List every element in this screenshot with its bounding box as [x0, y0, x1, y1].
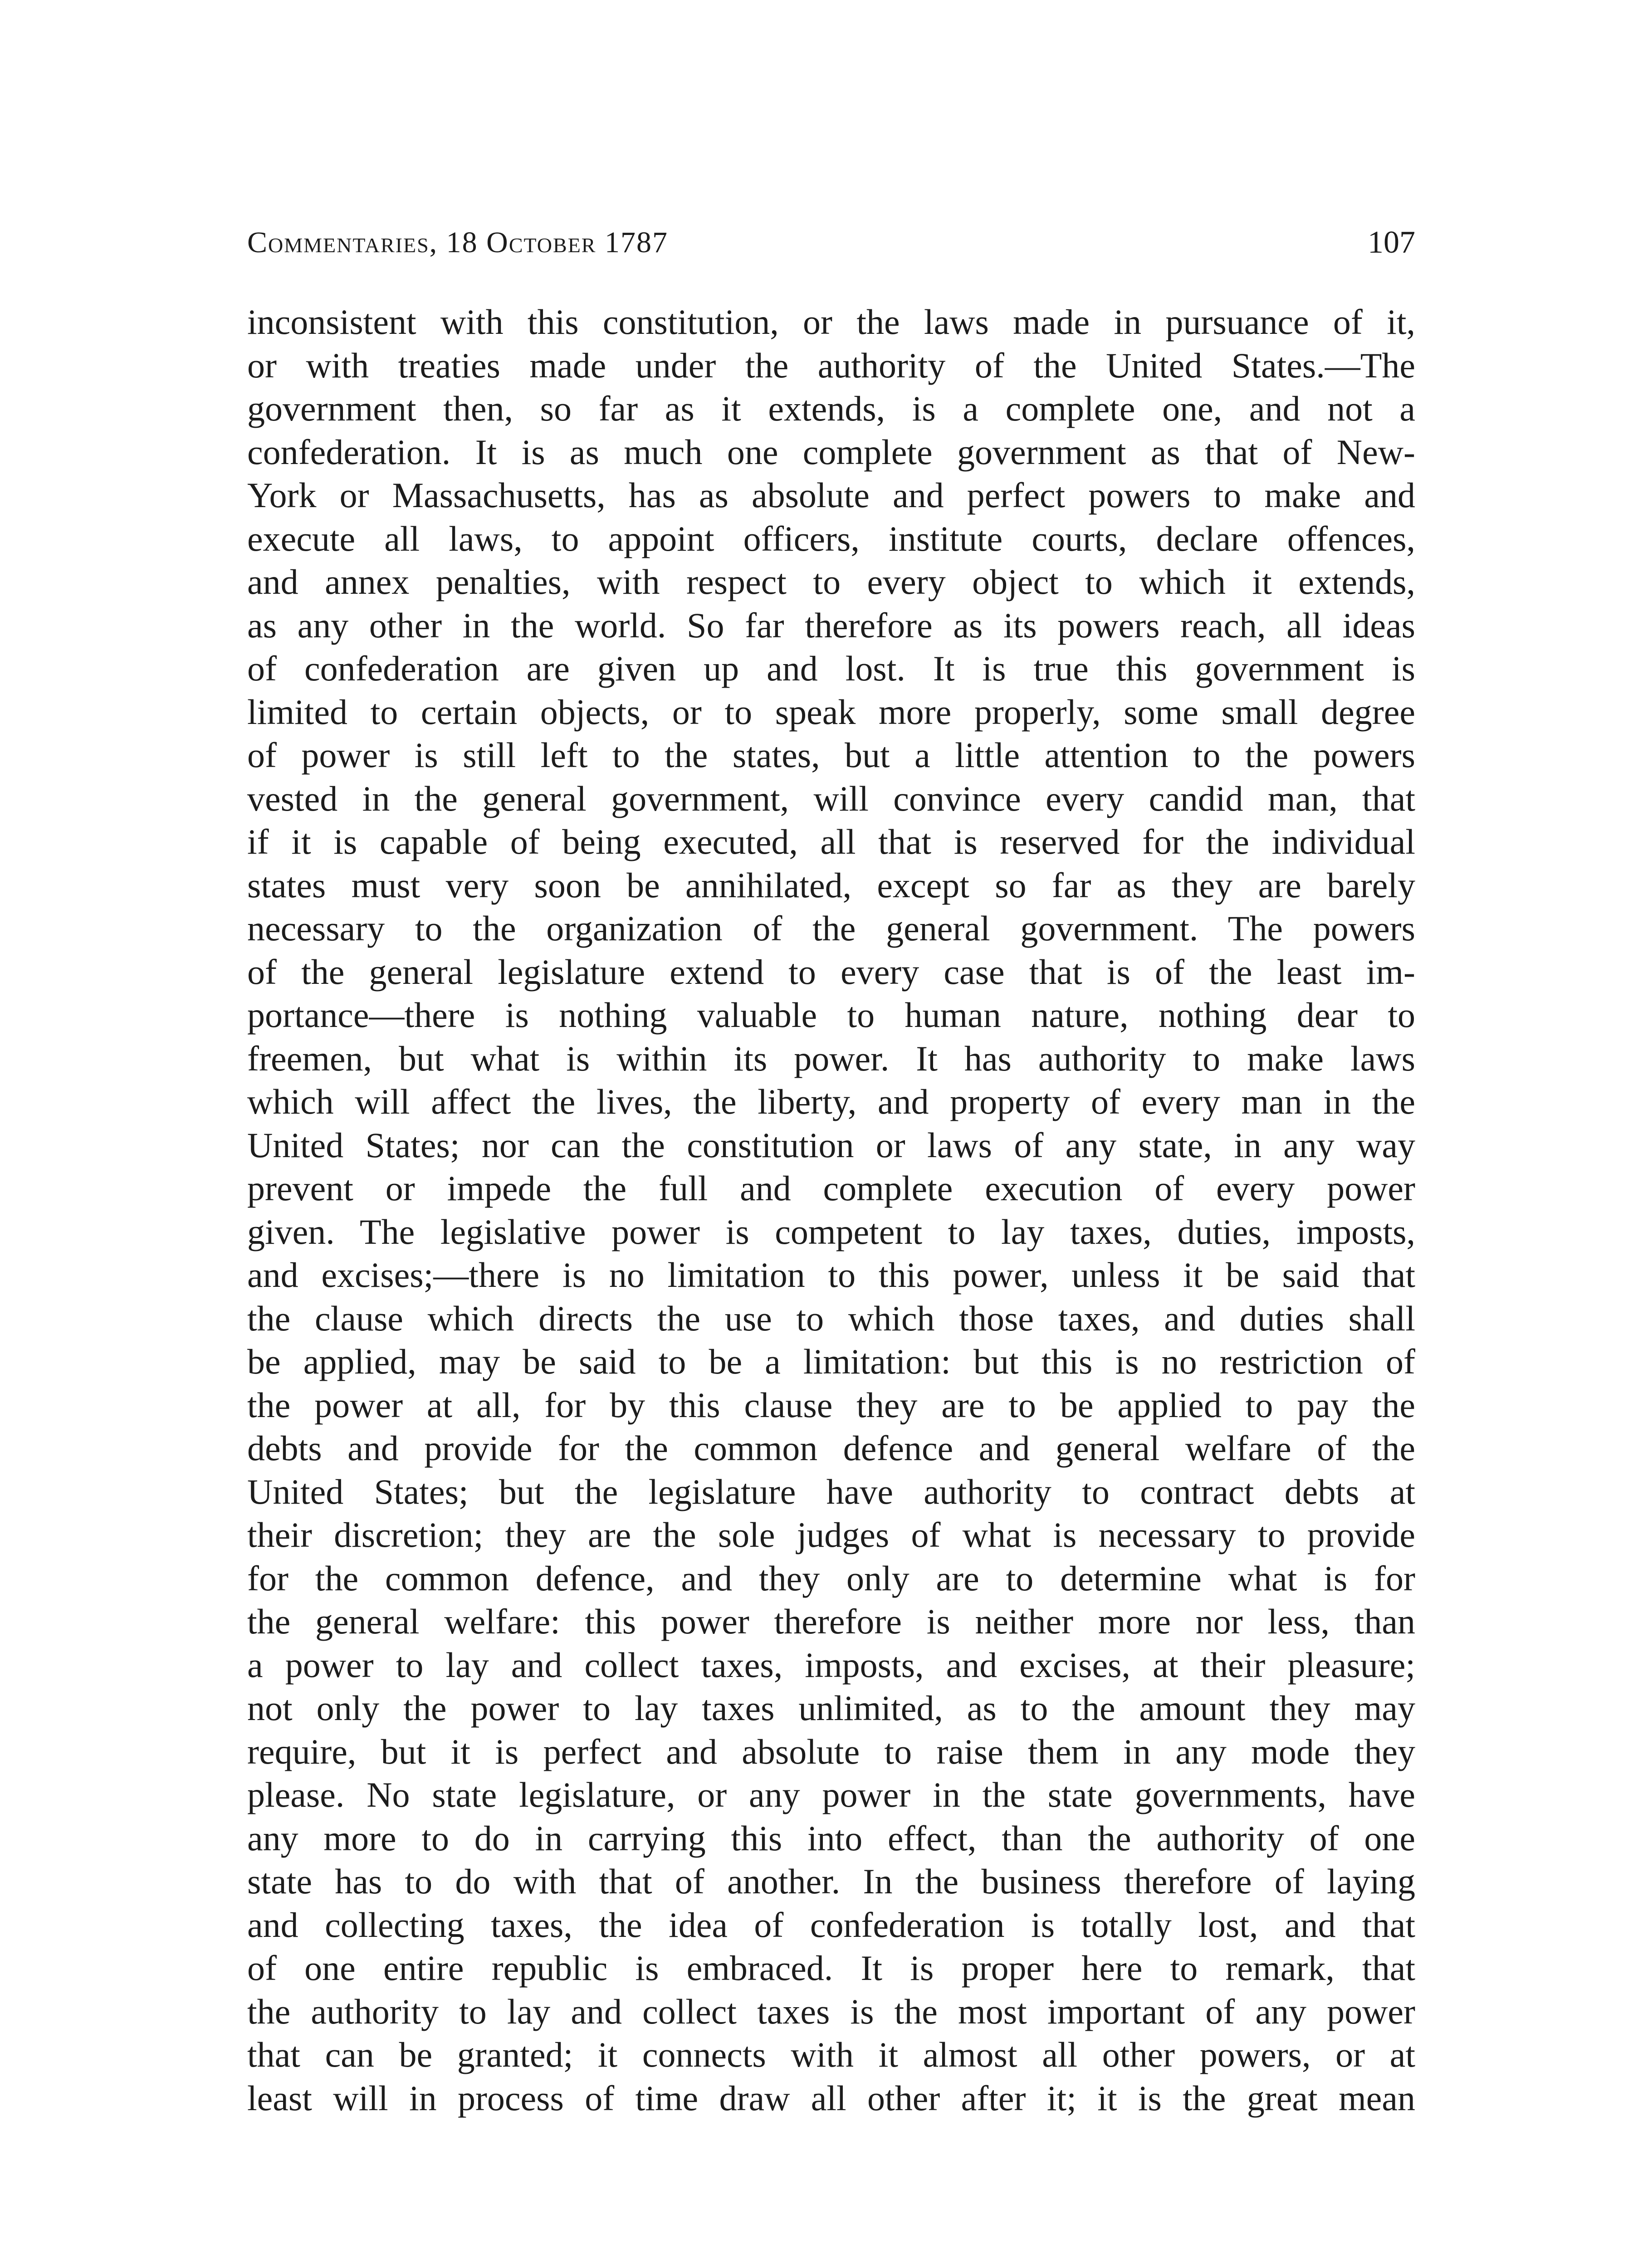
text-line: execute all laws, to appoint officers, institute courts, declare offences,: [247, 518, 1415, 558]
text-line: a power to lay and collect taxes, imposts, and excises, at their pleasure;: [247, 1645, 1415, 1685]
text-line: or with treaties made under the authority of the United States.—The: [247, 345, 1415, 385]
text-line: for the common defence, and they only are to determine what is for: [247, 1558, 1415, 1598]
text-line: limited to certain objects, or to speak more properly, some small degree: [247, 692, 1415, 732]
text-line: any more to do in carrying this into effect, than the authority of one: [247, 1818, 1415, 1858]
text-line: require, but it is perfect and absolute to raise them in any mode they: [247, 1731, 1415, 1771]
text-line: necessary to the organization of the general government. The powers: [247, 909, 1415, 948]
text-line: inconsistent with this constitution, or the laws made in pursuance of it,: [247, 302, 1415, 342]
page-number: 107: [1368, 225, 1415, 260]
text-line: portance—there is nothing valuable to human nature, nothing dear to: [247, 995, 1415, 1035]
text-line: their discretion; they are the sole judges of what is necessary to provide: [247, 1515, 1415, 1554]
text-line: not only the power to lay taxes unlimited, as to the amount they may: [247, 1688, 1415, 1728]
text-line: vested in the general government, will convince every candid man, that: [247, 778, 1415, 818]
text-line: the power at all, for by this clause they are to be applied to pay the: [247, 1385, 1415, 1425]
text-line: confederation. It is as much one complete government as that of New-: [247, 432, 1415, 472]
text-line: which will affect the lives, the liberty, and property of every man in the: [247, 1082, 1415, 1121]
text-line: York or Massachusetts, has as absolute and perfect powers to make and: [247, 475, 1415, 515]
text-line: that can be granted; it connects with it almost all other powers, or at: [247, 2035, 1415, 2074]
text-line: of power is still left to the states, but a little attention to the powers: [247, 735, 1415, 775]
text-line: please. No state legislature, or any power in the state governments, have: [247, 1775, 1415, 1814]
text-line: the authority to lay and collect taxes is the most important of any power: [247, 1991, 1415, 2031]
text-line: and excises;—there is no limitation to this power, unless it be said that: [247, 1255, 1415, 1295]
text-line: debts and provide for the common defence and general welfare of the: [247, 1428, 1415, 1468]
text-line: and annex penalties, with respect to every object to which it extends,: [247, 562, 1415, 601]
text-line: United States; but the legislature have authority to contract debts at: [247, 1471, 1415, 1511]
body-text: [247, 300, 1415, 2120]
text-line: the clause which directs the use to which those taxes, and duties shall: [247, 1298, 1415, 1338]
text-line: given. The legislative power is competent to lay taxes, duties, imposts,: [247, 1212, 1415, 1251]
text-line: of the general legislature extend to every case that is of the least im-: [247, 952, 1415, 992]
text-line: freemen, but what is within its power. It has authority to make laws: [247, 1038, 1415, 1078]
text-line: United States; nor can the constitution or laws of any state, in any way: [247, 1125, 1415, 1165]
text-line: and collecting taxes, the idea of confederation is totally lost, and that: [247, 1905, 1415, 1945]
text-line: as any other in the world. So far therefore as its powers reach, all ideas: [247, 605, 1415, 645]
text-line: the general welfare: this power therefore is neither more nor less, than: [247, 1602, 1415, 1641]
running-title: Commentaries, 18 October 1787: [247, 226, 668, 259]
text-line: state has to do with that of another. In the business therefore of laying: [247, 1862, 1415, 1901]
text-line: be applied, may be said to be a limitation: but this is no restriction of: [247, 1342, 1415, 1381]
text-line: of confederation are given up and lost. It is true this government is: [247, 649, 1415, 688]
text-line: least will in process of time draw all other after it; it is the great mean: [247, 2078, 1415, 2118]
text-line: if it is capable of being executed, all that is reserved for the individual: [247, 822, 1415, 861]
text-line: prevent or impede the full and complete execution of every power: [247, 1168, 1415, 1208]
text-line: government then, so far as it extends, is a complete one, and not a: [247, 389, 1415, 428]
text-line: of one entire republic is embraced. It is proper here to remark, that: [247, 1948, 1415, 1988]
text-line: states must very soon be annihilated, except so far as they are barely: [247, 865, 1415, 905]
document-page: [247, 0, 1415, 2268]
running-head: [247, 222, 1415, 263]
